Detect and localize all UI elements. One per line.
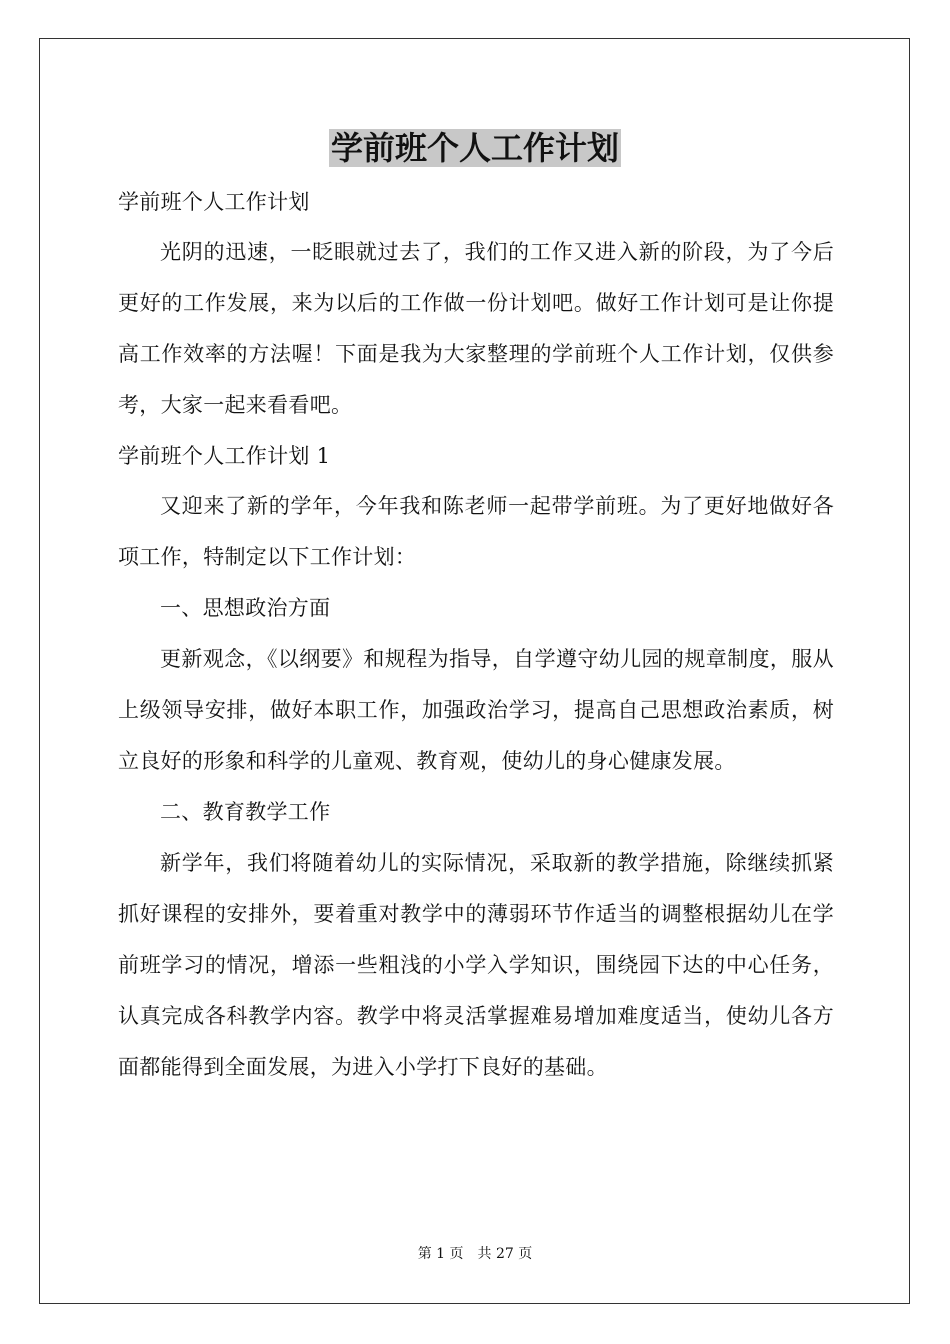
intro-paragraph: 光阴的迅速，一眨眼就过去了，我们的工作又进入新的阶段，为了今后更好的工作发展，来为以后的工作做一份计划吧。做好工作计划可是让你提高工作效率的方法喔！下面是我为大家整理的学前班个人工作计划，仅供参考，大家一起来看看吧。: [118, 240, 834, 417]
document-body: [118, 177, 834, 1093]
document-subtitle: 学前班个人工作计划: [118, 190, 310, 214]
document-title-text: 学前班个人工作计划: [330, 129, 619, 167]
section-1-title: 学前班个人工作计划 1: [118, 444, 331, 468]
heading-politics: 一、思想政治方面: [160, 596, 331, 620]
page-number: 第 1 页: [417, 1246, 464, 1262]
section-1-intro: 又迎来了新的学年，今年我和陈老师一起带学前班。为了更好地做好各项工作，特制定以下工作计划：: [118, 494, 834, 569]
heading-teaching: 二、教育教学工作: [160, 800, 331, 824]
paragraph-teaching: 新学年，我们将随着幼儿的实际情况，采取新的教学措施，除继续抓紧抓好课程的安排外，要着重对教学中的薄弱环节作适当的调整根据幼儿在学前班学习的情况，增添一些粗浅的小学入学知识，围绕园下达的中心任务，认真完成各科教学内容。教学中将灵活掌握难易增加难度适当，使幼儿各方面都能得到全面发展，为进入小学打下良好的基础。: [118, 851, 834, 1079]
page-total: 共 27 页: [477, 1246, 533, 1262]
paragraph-politics: 更新观念，《以纲要》和规程为指导，自学遵守幼儿园的规章制度，服从上级领导安排，做好本职工作，加强政治学习，提高自己思想政治素质，树立良好的形象和科学的儿童观、教育观，使幼儿的身心健康发展。: [118, 647, 834, 773]
document-title: [0, 126, 950, 170]
page-footer: [0, 1244, 950, 1264]
